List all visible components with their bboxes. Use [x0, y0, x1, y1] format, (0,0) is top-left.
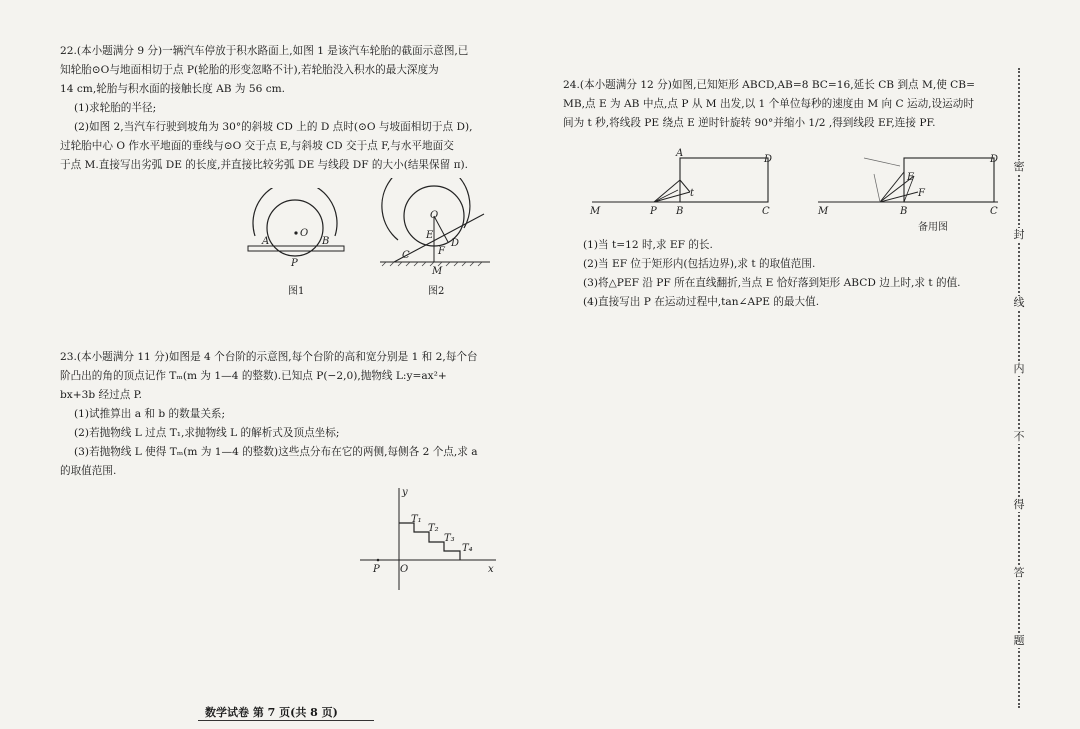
- q23-fig-label-x: x: [488, 564, 494, 575]
- q22-fig2-label-f: F: [438, 246, 445, 257]
- seal-char-4: 内: [1013, 362, 1025, 375]
- q24-subquestions: [583, 236, 1013, 312]
- q23-fig-label-t3: T₃: [444, 533, 455, 544]
- seal-char-7: 答: [1013, 566, 1025, 579]
- footer-underline: [198, 720, 374, 721]
- q22-fig2-label-o: O: [430, 210, 439, 221]
- q24-fig2-label-c: C: [990, 206, 998, 217]
- q22-sub-1: (1)求轮胎的半径;: [74, 102, 157, 114]
- q23-fig-label-t1: T₁: [411, 514, 422, 525]
- seal-char-2: 封: [1013, 228, 1025, 241]
- q24-figure-1: [586, 146, 786, 218]
- q23-figure: [356, 482, 502, 594]
- q22-sub-2-line-3: 于点 M.直接写出劣弧 DE 的长度,并直接比较劣弧 DE 与线段 DF 的大小(结果保留 π).: [60, 159, 469, 171]
- q24-figure-2: [814, 146, 1010, 218]
- q24-fig1-label-d: D: [764, 154, 773, 165]
- q23-fig-label-y: y: [402, 487, 408, 498]
- q24-fig1-label-a: A: [676, 148, 684, 159]
- seal-char-5: 不: [1013, 430, 1025, 443]
- q23-line-2: 阶凸出的角的顶点记作 Tₘ(m 为 1—4 的整数).已知点 P(−2,0),抛物线 L:y=ax²+: [60, 370, 447, 382]
- q24-line-2: MB,点 E 为 AB 中点,点 P 从 M 出发,以 1 个单位每秒的速度由 M 向 C 运动,设运动时: [563, 98, 974, 110]
- q24-sub-4: (4)直接写出 P 在运动过程中,tan∠APE 的最大值.: [583, 296, 820, 308]
- seal-char-3: 线: [1013, 296, 1025, 309]
- q22-sub-2-line-1: (2)如图 2,当汽车行驶到坡角为 30°的斜坡 CD 上的 D 点时(⊙O 与坡面相切于点 D),: [74, 121, 473, 133]
- q22-fig2-label-c: C: [402, 250, 410, 261]
- q22-line-2: 知轮胎⊙O与地面相切于点 P(轮胎的形变忽略不计),若轮胎没入积水的最大深度为: [60, 64, 439, 76]
- q22-fig2-label-m: M: [432, 266, 443, 277]
- q24-fig2-caption: 备用图: [918, 222, 948, 233]
- q22-fig1-label-a: A: [262, 236, 270, 247]
- q22-fig2-label-d: D: [451, 238, 460, 249]
- q24-fig2-label-e: E: [907, 172, 915, 183]
- q24-fig1-label-b: B: [676, 206, 684, 217]
- seal-char-1: 密: [1013, 160, 1025, 173]
- q24-sub-3: (3)将△PEF 沿 PF 所在直线翻折,当点 E 恰好落到矩形 ABCD 边上时,求 t 的值.: [583, 277, 961, 289]
- q23-sub-2: (2)若抛物线 L 过点 T₁,求抛物线 L 的解析式及顶点坐标;: [74, 427, 340, 439]
- q24-fig1-label-c: C: [762, 206, 770, 217]
- question-23: [60, 348, 510, 481]
- q24-fig2-label-f: F: [918, 188, 925, 199]
- q23-sub-1: (1)试推算出 a 和 b 的数量关系;: [74, 408, 226, 420]
- q24-sub-1: (1)当 t=12 时,求 EF 的长.: [583, 239, 713, 251]
- q24-fig1-label-t: t: [690, 188, 695, 199]
- q23-fig-label-t4: T₄: [462, 543, 473, 554]
- q23-fig-label-p: P: [373, 564, 380, 575]
- q23-fig-label-o: O: [400, 564, 409, 575]
- q23-line-1: 23.(本小题满分 11 分)如图是 4 个台阶的示意图,每个台阶的高和宽分别是 1 和 2,每个台: [60, 351, 478, 363]
- q22-fig1-caption: 图1: [288, 286, 305, 297]
- q22-figure-1: [240, 188, 350, 280]
- q22-line-1: 22.(本小题满分 9 分)一辆汽车停放于积水路面上,如图 1 是该汽车轮胎的截面示意图,已: [60, 45, 469, 57]
- q24-fig2-label-m: M: [818, 206, 829, 217]
- q24-fig1-label-m: M: [590, 206, 601, 217]
- q23-fig-label-t2: T₂: [428, 523, 439, 534]
- q22-line-3: 14 cm,轮胎与积水面的接触长度 AB 为 56 cm.: [60, 83, 286, 95]
- q22-fig2-caption: 图2: [428, 286, 445, 297]
- q22-fig1-label-b: B: [322, 236, 330, 247]
- q22-fig2-label-e: E: [426, 230, 434, 241]
- q24-fig1-label-p: P: [650, 206, 657, 217]
- q24-fig2-label-b: B: [900, 206, 908, 217]
- q24-sub-2: (2)当 EF 位于矩形内(包括边界),求 t 的取值范围.: [583, 258, 816, 270]
- seal-char-6: 得: [1013, 498, 1025, 511]
- q24-fig2-label-d: D: [990, 154, 999, 165]
- page-footer: 数学试卷 第 7 页(共 8 页): [205, 706, 338, 719]
- q23-sub-3-line-1: (3)若抛物线 L 使得 Tₘ(m 为 1—4 的整数)这些点分布在它的两侧,每侧各 2 个点,求 a: [74, 446, 478, 458]
- question-24: [563, 76, 1018, 133]
- q24-line-3: 间为 t 秒,将线段 PE 绕点 E 逆时针旋转 90°并缩小 1/2 ,得到线段 EF,连接 PF.: [563, 117, 936, 129]
- q24-line-1: 24.(本小题满分 12 分)如图,已知矩形 ABCD,AB=8 BC=16,延长 CB 到点 M,使 CB=: [563, 79, 975, 91]
- question-22: [60, 42, 510, 175]
- q22-fig1-label-o: O: [300, 228, 309, 239]
- q22-figure-2: [372, 178, 494, 280]
- q22-sub-2-line-2: 过轮胎中心 O 作水平地面的垂线与⊙O 交于点 E,与斜坡 CD 交于点 F,与水平地面交: [60, 140, 454, 152]
- q23-line-3: bx+3b 经过点 P.: [60, 389, 143, 401]
- seal-char-8: 题: [1013, 634, 1025, 647]
- q23-sub-3-line-2: 的取值范围.: [60, 465, 117, 477]
- q22-fig1-label-p: P: [291, 258, 298, 269]
